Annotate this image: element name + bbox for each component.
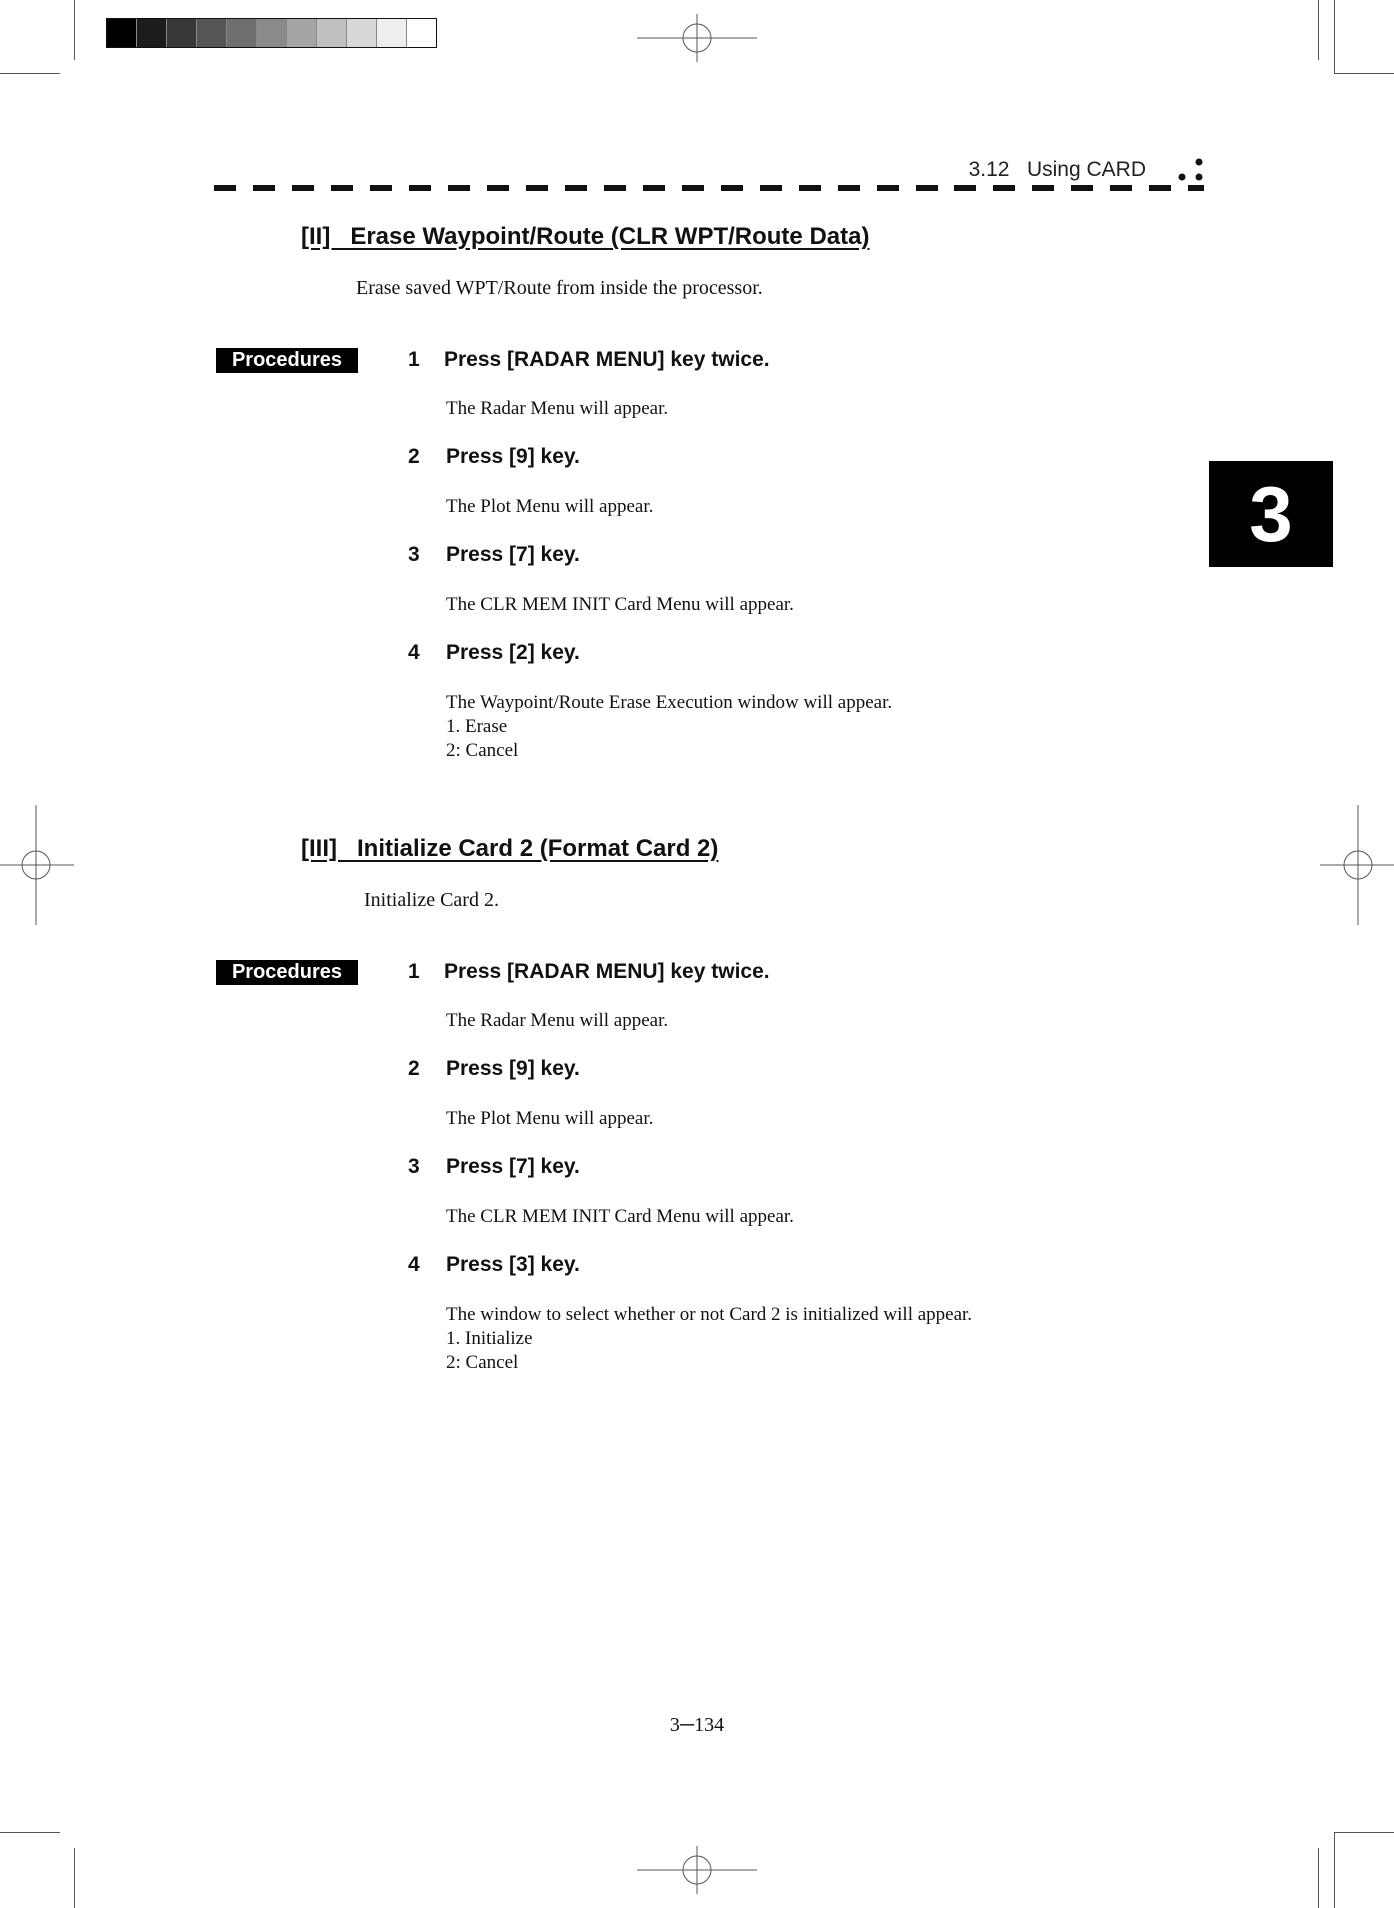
crop-mark [1318, 1848, 1319, 1908]
step-description [446, 1303, 972, 1375]
gray-swatch [137, 19, 167, 47]
step-number: 4 [408, 1253, 420, 1276]
step-description-line: The Plot Menu will appear. [446, 496, 654, 517]
step-instruction: Press [7] key. [446, 543, 580, 566]
gray-swatch [347, 19, 377, 47]
gray-swatch [377, 19, 407, 47]
step-description [446, 1009, 668, 1033]
step-description-line: The Radar Menu will appear. [446, 398, 669, 419]
step-instruction: Press [7] key. [446, 1155, 580, 1178]
step-description-line: 2: Cancel [446, 1352, 519, 1373]
registration-mark-bottom [637, 1846, 757, 1894]
step-description [446, 593, 794, 617]
step-description-line: The window to select whether or not Card 2 is initialized will appear. [446, 1304, 973, 1325]
step-description-line: The Waypoint/Route Erase Execution window will appear. [446, 692, 893, 713]
section-description: Initialize Card 2. [364, 889, 499, 911]
step-instruction: Press [RADAR MENU] key twice. [444, 960, 770, 983]
gray-swatch [407, 19, 436, 47]
step-instruction: Press [RADAR MENU] key twice. [444, 348, 770, 371]
step-description [446, 1107, 653, 1131]
step-number: 1 [408, 348, 420, 371]
registration-mark-top [637, 14, 757, 62]
step-instruction: Press [9] key. [446, 1057, 580, 1080]
chapter-tab: 3 [1209, 461, 1333, 567]
step-description [446, 495, 653, 519]
gray-swatch [317, 19, 347, 47]
gray-swatch [257, 19, 287, 47]
step-number: 1 [408, 960, 420, 983]
step-instruction: Press [2] key. [446, 641, 580, 664]
gray-swatch [167, 19, 197, 47]
crop-mark [74, 1848, 75, 1908]
step-description-line: 1. Initialize [446, 1328, 533, 1349]
step-number: 2 [408, 445, 420, 468]
crop-mark [1334, 0, 1335, 74]
section-heading-initialize-card: [III] Initialize Card 2 (Format Card 2) [301, 835, 719, 862]
registration-mark-right [1320, 805, 1394, 925]
step-number: 3 [408, 543, 420, 566]
crop-mark [74, 0, 75, 60]
step-description [446, 1205, 794, 1229]
header-dots-icon [1176, 156, 1204, 184]
step-description-line: 1. Erase [446, 716, 508, 737]
gray-swatch [107, 19, 137, 47]
header-section-title: 3.12 Using CARD [968, 158, 1146, 181]
procedures-badge: Procedures [216, 960, 358, 985]
section-description: Erase saved WPT/Route from inside the processor. [356, 277, 763, 299]
procedures-badge: Procedures [216, 348, 358, 373]
page-number: 3─134 [669, 1714, 725, 1736]
crop-mark [0, 1832, 60, 1833]
gray-swatch [227, 19, 257, 47]
header-dashed-rule [214, 185, 1204, 191]
step-description [446, 397, 668, 421]
step-number: 2 [408, 1057, 420, 1080]
crop-mark [1318, 0, 1319, 60]
step-description-line: The CLR MEM INIT Card Menu will appear. [446, 594, 794, 615]
crop-mark [1334, 73, 1394, 74]
gray-swatch [287, 19, 317, 47]
step-description-line: The Plot Menu will appear. [446, 1108, 654, 1129]
step-description-line: The CLR MEM INIT Card Menu will appear. [446, 1206, 794, 1227]
step-instruction: Press [9] key. [446, 445, 580, 468]
gray-swatch [197, 19, 227, 47]
section-heading-erase-waypoint: [II] Erase Waypoint/Route (CLR WPT/Route Data) [301, 223, 870, 250]
step-number: 4 [408, 641, 420, 664]
step-description-line: The Radar Menu will appear. [446, 1010, 669, 1031]
gray-scale-strip [106, 18, 437, 48]
step-description-line: 2: Cancel [446, 740, 519, 761]
crop-mark [1334, 1832, 1394, 1833]
registration-mark-left [0, 805, 74, 925]
step-description [446, 691, 892, 763]
crop-mark [0, 73, 60, 74]
step-instruction: Press [3] key. [446, 1253, 580, 1276]
step-number: 3 [408, 1155, 420, 1178]
crop-mark [1334, 1832, 1335, 1908]
